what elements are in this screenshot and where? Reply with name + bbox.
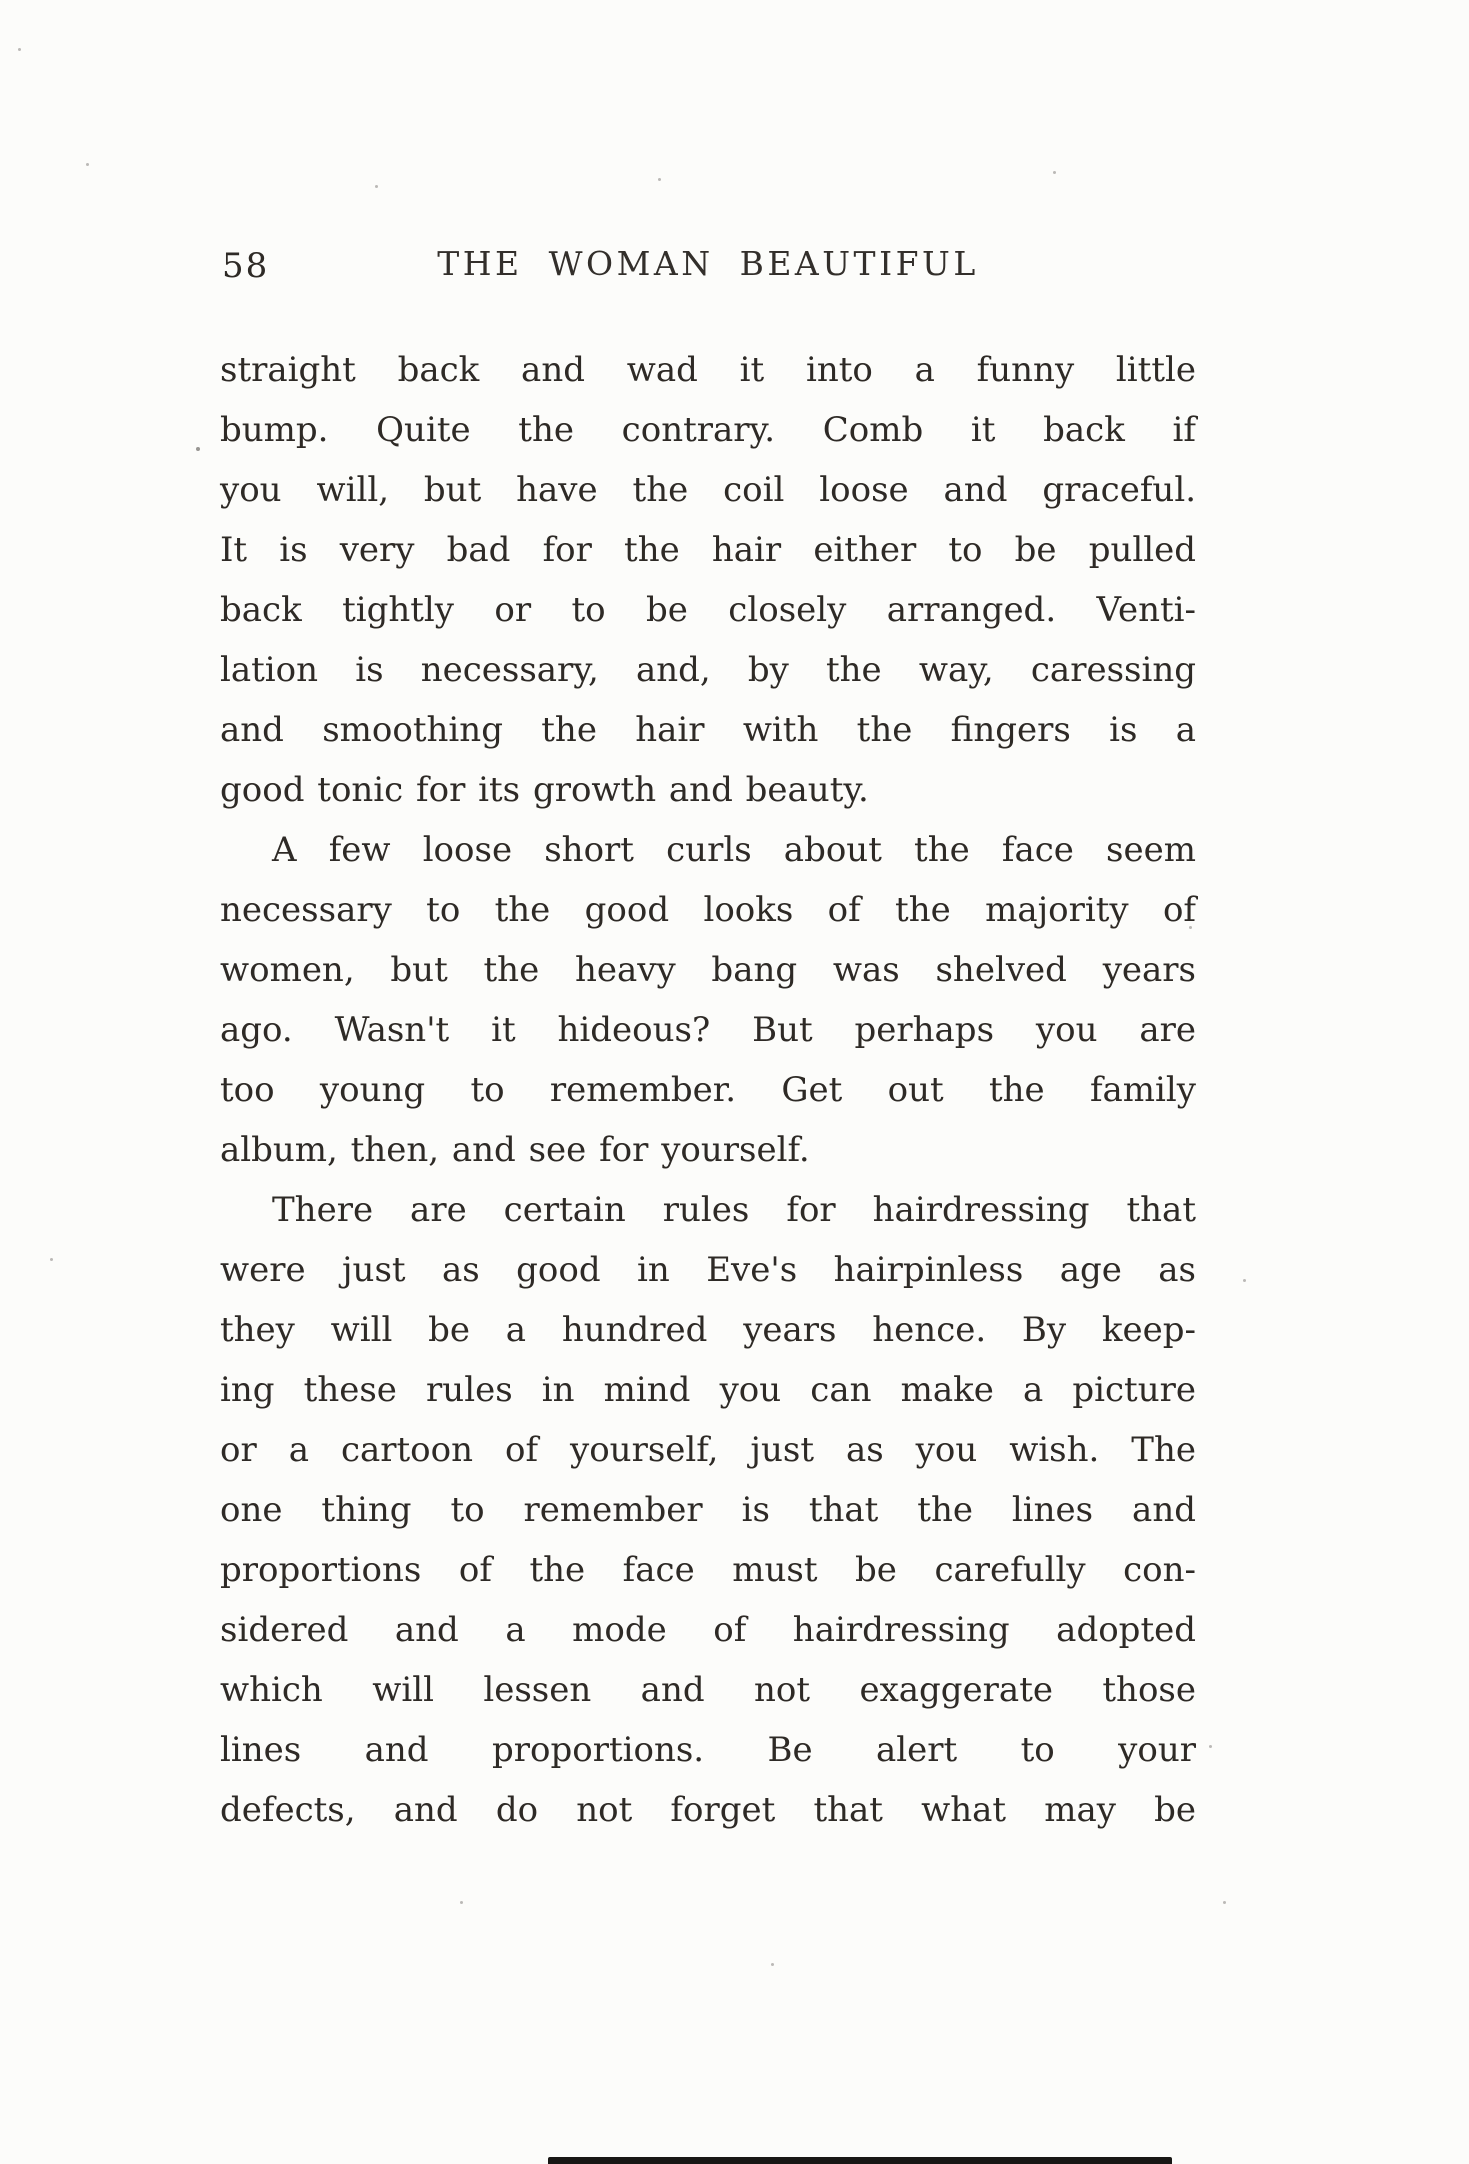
text-column: [220, 244, 1196, 1840]
text-line: bump. Quite the contrary. Comb it back if: [220, 410, 1196, 450]
text-line: sidered and a mode of hairdressing adopted: [220, 1610, 1196, 1650]
scan-speck: [771, 1963, 774, 1966]
scan-speck: [1243, 1279, 1246, 1282]
scan-speck: [196, 447, 200, 451]
text-line: they will be a hundred years hence. By keep-: [220, 1310, 1196, 1350]
scan-speck: [86, 163, 89, 166]
text-line: which will lessen and not exaggerate those: [220, 1670, 1196, 1710]
text-line: album, then, and see for yourself.: [220, 1130, 810, 1170]
paragraph: [220, 1180, 1196, 1840]
body-text: [220, 340, 1196, 1840]
text-line: or a cartoon of yourself, just as you wish. The: [220, 1430, 1196, 1470]
scan-bottom-edge: [548, 2157, 1172, 2164]
text-line: straight back and wad it into a funny little: [220, 350, 1196, 390]
text-line: back tightly or to be closely arranged. Venti-: [220, 590, 1196, 630]
text-line: proportions of the face must be carefully con-: [220, 1550, 1196, 1590]
running-title: THE WOMAN BEAUTIFUL: [437, 244, 979, 283]
text-line: one thing to remember is that the lines and: [220, 1490, 1196, 1530]
text-line: and smoothing the hair with the fingers is a: [220, 710, 1196, 750]
text-line: defects, and do not forget that what may be: [220, 1790, 1196, 1830]
scan-speck: [1223, 1901, 1226, 1904]
page-header: [220, 244, 1196, 292]
text-line: good tonic for its growth and beauty.: [220, 770, 869, 810]
text-line: ing these rules in mind you can make a picture: [220, 1370, 1196, 1410]
text-line: ago. Wasn't it hideous? But perhaps you are: [220, 1010, 1196, 1050]
scan-speck: [460, 1901, 463, 1904]
text-line: lines and proportions. Be alert to your: [220, 1730, 1196, 1770]
text-line: A few loose short curls about the face seem: [272, 830, 1196, 870]
text-line: It is very bad for the hair either to be pulled: [220, 530, 1196, 570]
text-line: lation is necessary, and, by the way, caressing: [220, 650, 1196, 690]
text-line: were just as good in Eve's hairpinless age as: [220, 1250, 1196, 1290]
text-line: you will, but have the coil loose and graceful.: [220, 470, 1196, 510]
text-line: too young to remember. Get out the family: [220, 1070, 1196, 1110]
scan-speck: [375, 185, 378, 188]
scan-speck: [50, 1258, 53, 1261]
text-line: There are certain rules for hairdressing that: [272, 1190, 1196, 1230]
scan-speck: [658, 178, 661, 181]
scan-speck: [1053, 171, 1056, 174]
paragraph: [220, 340, 1196, 820]
paragraph: [220, 820, 1196, 1180]
text-line: necessary to the good looks of the majority of: [220, 890, 1196, 930]
scan-speck: [1189, 926, 1192, 929]
scan-speck: [18, 48, 21, 51]
text-line: women, but the heavy bang was shelved years: [220, 950, 1196, 990]
scan-speck: [1209, 1745, 1212, 1748]
page-number: 58: [222, 246, 270, 286]
